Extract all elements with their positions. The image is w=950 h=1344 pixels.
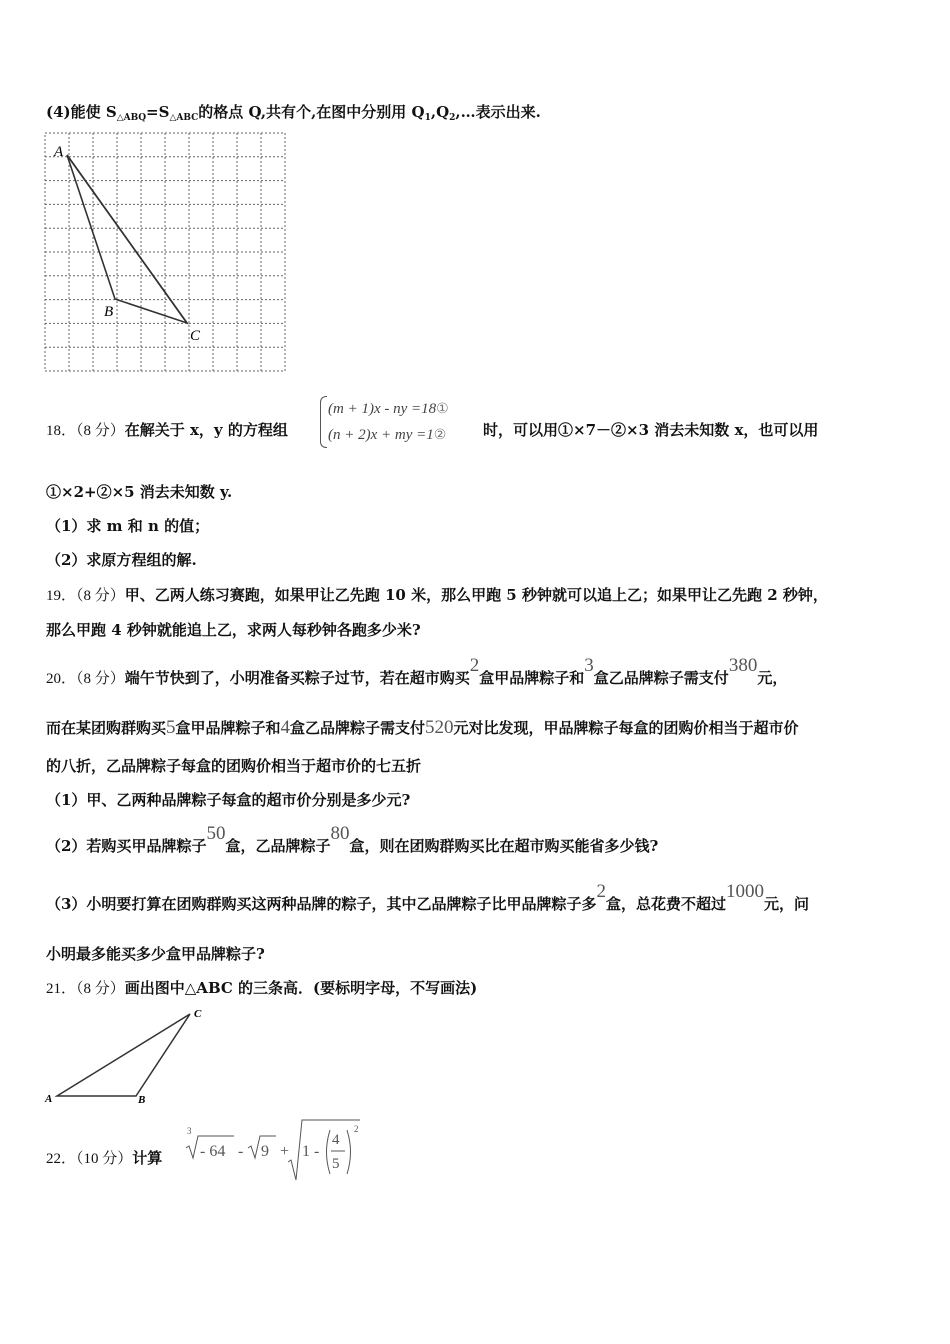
q19-text1: 甲、乙两人练习赛跑，如果甲让乙先跑 10 米，那么甲跑 5 秒钟就可以追上乙；如果甲让乙先跑 2 秒钟，	[124, 586, 828, 604]
q18-text-a: 在解关于 x，y 的方程组	[124, 421, 288, 439]
q22-number: 22．（10 分）	[46, 1151, 133, 1167]
q17-text-comma: ,Q	[430, 103, 450, 121]
q20-l2d: 元对比发现，甲品牌粽子每盒的团购价相当于超市价	[453, 719, 799, 737]
q20-v380: 380	[728, 655, 758, 676]
q20-v1000: 1000	[725, 881, 764, 902]
q20-sub3	[46, 881, 809, 914]
q21-line	[46, 978, 477, 999]
q20-s3a: （3）小明要打算在团购群购买这两种品牌的粽子，其中乙品牌粽子比甲品牌粽子多	[46, 895, 597, 913]
q20-s3b: 盒，总花费不超过	[605, 895, 726, 913]
grid-lines	[45, 133, 285, 371]
q20-s2b: 盒，乙品牌粽子	[225, 837, 331, 855]
q17-part4-text	[46, 102, 541, 128]
right-paren-icon	[347, 1130, 351, 1174]
q18-eq2-mark: ②	[433, 427, 447, 443]
q18-sub1: （1）求 m 和 n 的值；	[46, 517, 210, 535]
q20-number: 20．（8 分）	[46, 671, 125, 687]
q21-label-b: B	[138, 1094, 146, 1106]
q22-expression	[184, 1118, 384, 1182]
q18-eq1-mark: ①	[436, 401, 449, 417]
q20-v2: 2	[469, 655, 480, 676]
q20-l2c: 盒乙品牌粽子需支付	[290, 719, 426, 737]
q20-s2a: （2）若购买甲品牌粽子	[46, 837, 207, 855]
q20-v4: 4	[280, 717, 291, 738]
q20-t3: 盒乙品牌粽子需支付	[593, 669, 729, 687]
q18-equation-system	[320, 396, 480, 448]
q20-s2c: 盒，则在团购群购买比在超市购买能省多少钱?	[349, 837, 659, 855]
frac-den: 5	[332, 1156, 340, 1172]
q17-text-prefix: (4)能使 S	[46, 103, 117, 121]
q19-line1	[46, 585, 828, 606]
q18-number: 18．（8 分）	[46, 423, 125, 439]
frac-num: 4	[332, 1132, 340, 1148]
q21-number: 21．（8 分）	[46, 981, 125, 997]
grid-label-a: A	[54, 144, 64, 160]
q17-sub-q2: 2	[449, 113, 456, 123]
q18-eq2-text: (n + 2)x + my =1	[328, 427, 434, 443]
q20-t4: 元，	[757, 669, 788, 687]
q22-text: 计算	[132, 1149, 163, 1167]
brace-icon	[320, 396, 327, 448]
grid-label-b: B	[104, 304, 114, 320]
q20-v5: 5	[166, 717, 176, 738]
q17-text-a: 的格点 Q,共有	[198, 103, 297, 121]
q18-text-c: ①×2+②×5 消去未知数 y.	[46, 483, 233, 501]
q20-t1: 端午节快到了，小明准备买粽子过节，若在超市购买	[124, 669, 470, 687]
q20-v3: 3	[584, 655, 594, 676]
q17-text-b: 个,在图中分别用 Q	[296, 103, 425, 121]
q19-line2: 那么甲跑 4 秒钟就能追上乙，求两人每秒钟各跑多少米?	[46, 621, 421, 639]
q20-sub3-cont: 小明最多能买多少盒甲品牌粽子?	[46, 945, 265, 963]
q21-triangle-figure	[44, 1006, 214, 1108]
q17-sub-q1: 1	[424, 113, 431, 123]
q20-sub2	[46, 823, 659, 856]
q20-sub1: （1）甲、乙两种品牌粽子每盒的超市价分别是多少元?	[46, 791, 411, 809]
q20-line3: 的八折，乙品牌粽子每盒的团购价相当于超市价的七五折	[46, 757, 422, 775]
cbrt-index: 3	[187, 1126, 192, 1136]
q17-sub-abc: △ABC	[169, 113, 199, 123]
q22-line	[46, 1148, 162, 1169]
q20-l2b: 盒甲品牌粽子和	[175, 719, 281, 737]
q21-label-a: A	[45, 1093, 53, 1105]
q19-number: 19．（8 分）	[46, 588, 125, 604]
minus-sign: -	[238, 1143, 244, 1160]
q20-line1	[46, 655, 788, 689]
q18-text-b: 时，可以用①×7－②×3 消去未知数 x，也可以用	[483, 421, 819, 439]
q20-s3c: 元，问	[763, 895, 809, 913]
plus-sign: +	[280, 1143, 290, 1160]
q20-line2	[46, 718, 799, 738]
q18-sub2: （2）求原方程组的解.	[46, 551, 197, 569]
q18-eq1-text: (m + 1)x - ny =18	[328, 401, 437, 417]
q20-t2: 盒甲品牌粽子和	[479, 669, 585, 687]
one-minus: 1 -	[302, 1143, 320, 1160]
q20-v50: 50	[206, 823, 226, 844]
q21-text: 画出图中△ABC 的三条高．(要标明字母，不写画法)	[124, 979, 478, 997]
q18-line1	[46, 420, 288, 441]
left-paren-icon	[327, 1130, 331, 1174]
q20-v2b: 2	[596, 881, 606, 902]
q17-grid-figure	[44, 132, 288, 374]
q20-v80: 80	[330, 823, 350, 844]
q18-eq1	[328, 398, 449, 418]
grid-label-c: C	[190, 328, 201, 344]
exponent: 2	[354, 1124, 359, 1134]
outer-radical-icon	[288, 1120, 360, 1180]
q18-eq2	[328, 424, 446, 444]
q17-sub-abq: △ABQ	[116, 113, 147, 123]
q17-text-mid: =S	[146, 103, 170, 121]
q21-triangle	[57, 1014, 190, 1096]
cbrt-arg: - 64	[200, 1143, 226, 1160]
sqrt-arg: 9	[261, 1143, 269, 1160]
q17-text-end: ,…表示出来.	[455, 103, 541, 121]
q20-v520: 520	[425, 717, 454, 738]
q21-label-c: C	[194, 1008, 202, 1020]
q20-l2a: 而在某团购群购买	[46, 719, 167, 737]
